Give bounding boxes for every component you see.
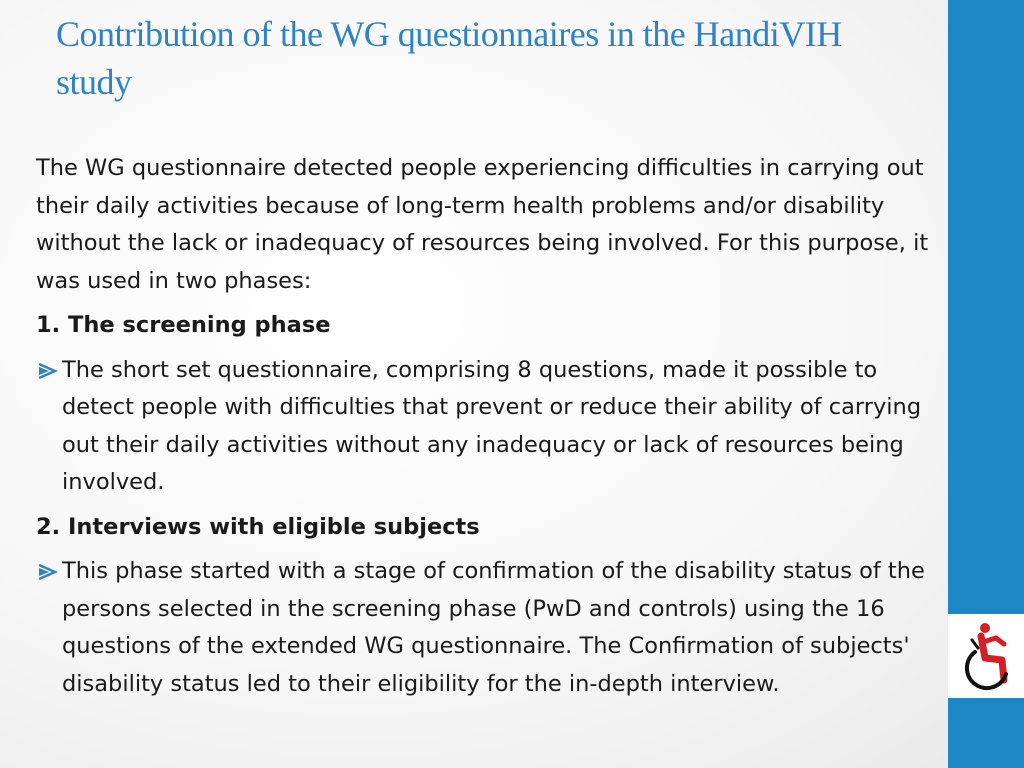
- section-heading-screening: 1. The screening phase: [36, 312, 331, 338]
- slide-content: [36, 150, 946, 710]
- wheelchair-icon: [948, 614, 1024, 698]
- bullet-item-screening: [36, 352, 946, 502]
- bullet-text-screening: The short set questionnaire, comprising 8 questions, made it possible to detect people with difficulties that prevent or reduce their ability of carrying out their daily activities without any inadequacy or lack of resources being involved.: [62, 356, 922, 495]
- bullet-item-interviews: [36, 553, 946, 703]
- intro-paragraph: The WG questionnaire detected people experiencing difficulties in carrying out their daily activities because of long-term health problems and/or disability without the lack or inadequacy of resources being involved. For this purpose, it was used in two phases:: [36, 155, 929, 294]
- slide-title: Contribution of the WG questionnaires in the HandiVIH study: [56, 14, 842, 102]
- logo-box: [948, 614, 1024, 698]
- bullet-text-interviews: This phase started with a stage of confirmation of the disability status of the persons selected in the screening phase (PwD and controls) using the 16 questions of the extended WG questionnaire. The Confirmation of subjects' disability status led to their eligibility for the in-depth interview.: [62, 558, 925, 697]
- section-heading-interviews: 2. Interviews with eligible subjects: [36, 513, 480, 540]
- arrow-bullet-icon: [36, 362, 58, 380]
- arrow-bullet-icon: [36, 563, 58, 581]
